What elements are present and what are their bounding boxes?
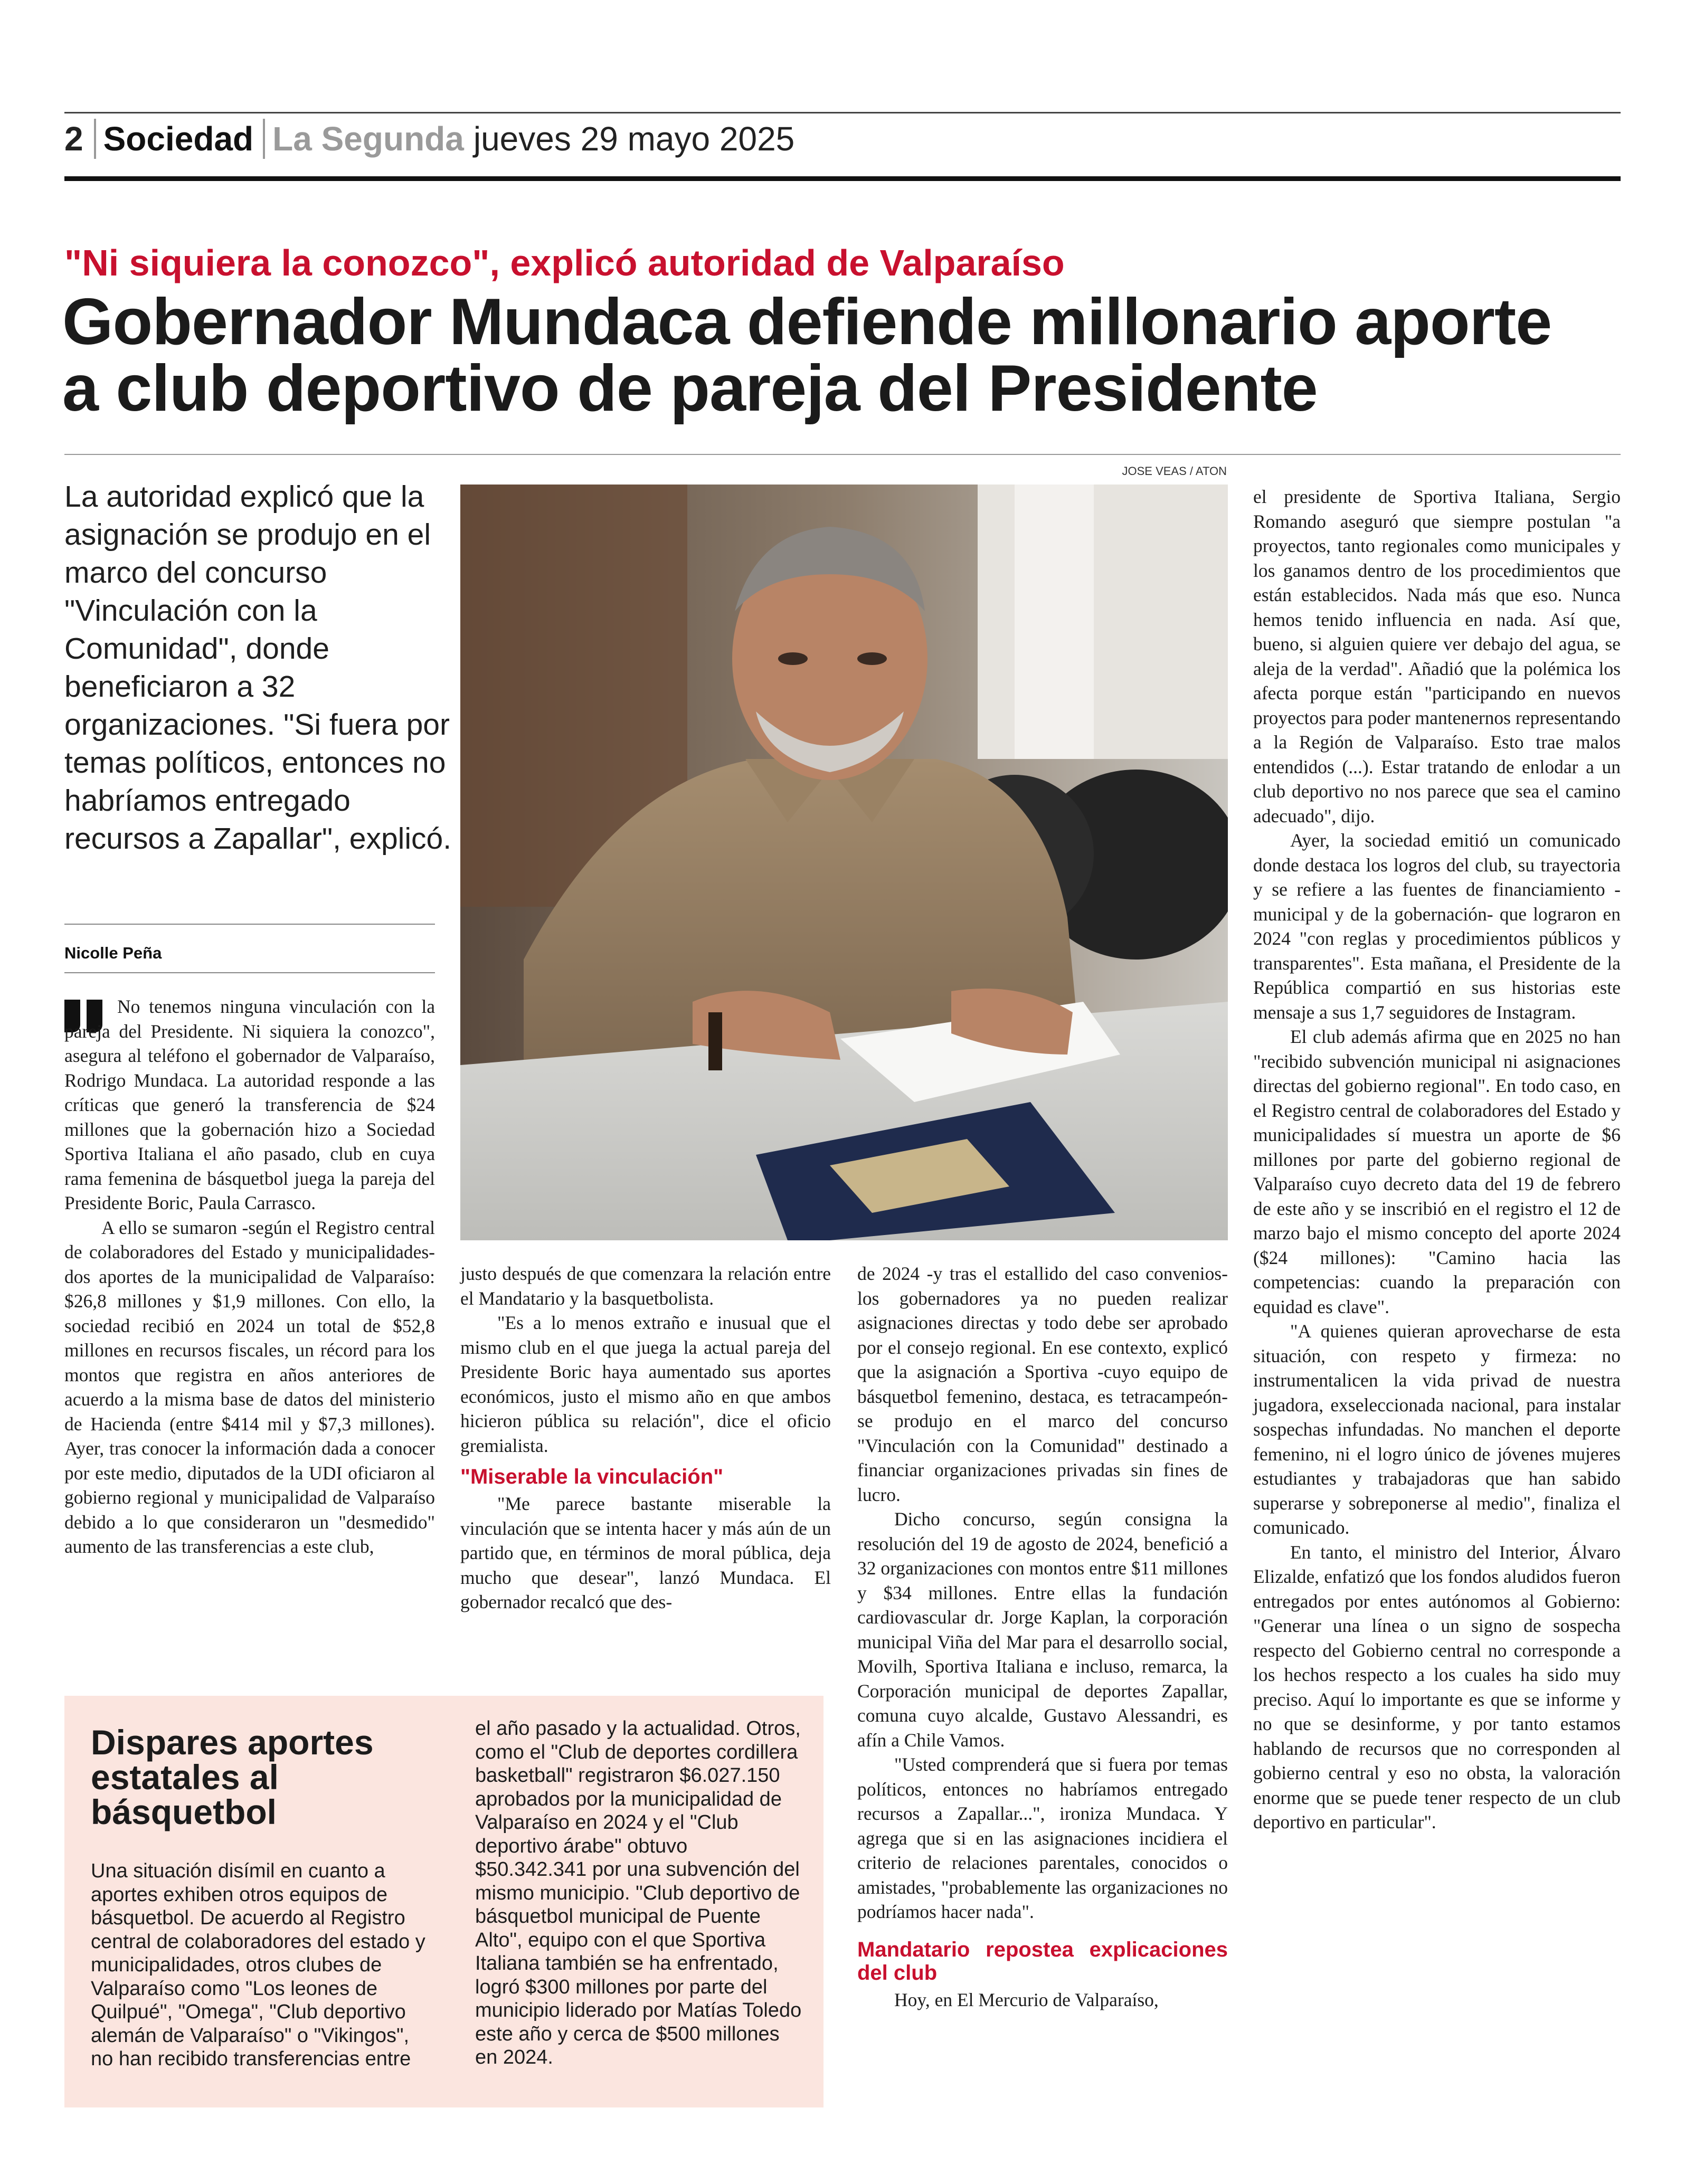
body-paragraph: "Me parece bastante miserable la vinculación que se intenta hacer y más aún de un partido que, en términos de moral pública, deja mucho que desear", lanzó Mundaca. El gobernador recalcó que des- — [460, 1493, 831, 1612]
masthead-divider — [263, 119, 265, 159]
body-paragraph: "Es a lo menos extraño e inusual que el mismo club en el que juega la actual pareja del Presidente Boric haya aumentado sus aportes económicos, justo el mismo año en que ambos hicieron pública su relación", dice el oficio gremialista. — [460, 1312, 831, 1456]
sidebar-text-col-1: Una situación disímil en cuanto a aportes exhiben otros equipos de básquetbol. De acuerdo al Registro central de colaboradores del estado y municipalidades, otros clubes de Valparaíso como "Los leones de Quilpué", "Omega", "Club deportivo alemán de Valparaíso" o "Vikingos", no han recibido transferencias entre — [91, 1860, 425, 2070]
article-photo — [460, 485, 1228, 1240]
body-column-3 — [857, 1261, 1228, 2012]
body-paragraph: En tanto, el ministro del Interior, Álvaro Elizalde, enfatizó que los fondos aludidos fueron entregados por entes autónomos al Gobierno: "Generar una línea o un signo de sospecha respecto del Gobierno central no corresponde a los hechos respecto a los cuales ha sido muy preciso. Aquí lo importante es que se informe y no que se desinforme, y por tanto estamos hablando de recursos que no corresponden al gobierno central y eso no obsta, la valoración enorme que se puede tener respecto de un club deportivo en particular". — [1253, 1541, 1621, 1832]
header-rule — [64, 176, 1621, 181]
body-paragraph: de 2024 -y tras el estallido del caso convenios- los gobernadores ya no pueden realizar asignaciones directas y todo debe ser aprobado por el consejo regional. En ese contexto, explicó que la asignación a Sportiva -cuyo equipo de básquetbol femenino, destaca, es tetracampeón- se produjo en el marco del concurso "Vinculación con la Comunidad" destinado a financiar organizaciones privadas sin fines de lucro. — [857, 1263, 1228, 1505]
byline-rule — [64, 972, 435, 973]
headline — [62, 286, 1625, 425]
kicker: "Ni siquiera la conozco", explicó autoridad de Valparaíso — [64, 242, 1065, 283]
deck: La autoridad explicó que la asignación se produjo en el marco del concurso "Vinculación con la Comunidad", donde beneficiaron a 32 organizaciones. "Si fuera por temas políticos, entonces no habríamos entregado recursos a Zapallar", explicó. — [64, 480, 452, 856]
section-name[interactable]: Sociedad — [103, 120, 254, 158]
sidebar-title: Dispares aportes estatales al básquetbol — [91, 1723, 374, 1831]
top-rule — [64, 112, 1621, 113]
issue-date: jueves 29 mayo 2025 — [473, 120, 795, 158]
body-column-1 — [64, 994, 435, 1559]
body-paragraph: El club además afirma que en 2025 no han "recibido subvención municipal ni asignaciones directas del gobierno regional". En todo caso, en el Registro central de colaboradores del Estado y municipalidades sí muestra un aporte de $6 millones por parte del gobierno regional de Valparaíso cuyo decreto data del 19 de febrero de este año y se inscribió en el registro el 12 de marzo bajo el mismo concepto del aporte 2024 ($24 millones): "Camino hacia las competencias: cuando la preparación con equidad es clave". — [1253, 1026, 1621, 1317]
masthead — [64, 115, 794, 163]
page-number: 2 — [64, 120, 83, 158]
headline-line-2: a club deportivo de pareja del Presidente — [62, 352, 1318, 425]
subheading: "Miserable la vinculación" — [460, 1465, 724, 1488]
deck-rule — [64, 924, 435, 925]
body-paragraph: Ayer, la sociedad emitió un comunicado donde destaca los logros del club, su trayectoria y se refiere a las fuentes de financiamiento -municipal y de la gobernación- que lograron en 2024 "con reglas y procedimientos públicos y transparentes". Esta mañana, el Presidente de la República compartió en sus historias este mensaje a sus 1,7 seguidores de Instagram. — [1253, 830, 1621, 1023]
body-column-4 — [1253, 485, 1621, 1835]
body-paragraph: No tenemos ninguna vinculación con la pareja del Presidente. Ni siquiera la conozco", asegura al teléfono el gobernador de Valparaíso, Rodrigo Mundaca. La autoridad responde a las críticas que generó la transferencia de $24 millones que la gobernación hizo a Sociedad Sportiva Italiana el año pasado, club en cuya rama femenina de básquetbol juega la pareja del Presidente Boric, Paula Carrasco. — [64, 996, 435, 1213]
body-paragraph: justo después de que comenzara la relación entre el Mandatario y la basquetbolista. — [460, 1263, 831, 1309]
body-paragraph: "Usted comprenderá que si fuera por temas políticos, entonces no habríamos entregado recursos a Zapallar...", ironiza Mundaca. Y agrega que si en las asignaciones incidiera el criterio de relaciones parentales, conocidos o amistades, "probablemente las organizaciones no podríamos hacer nada". — [857, 1754, 1228, 1922]
masthead-divider — [94, 119, 96, 159]
sidebar-box — [64, 1696, 823, 2107]
body-paragraph: A ello se sumaron -según el Registro central de colaboradores del Estado y municipalidades- dos aportes de la municipalidad de Valparaíso: $26,8 millones y $1,9 millones. Con ello, la sociedad recibió en 2024 un total de $52,8 millones en recursos fiscales, un récord para los montos que registra en años anteriores de acuerdo a la misma base de datos del ministerio de Hacienda (entre $414 mil y $7,3 millones). Ayer, tras conocer la información dada a conocer por este medio, diputados de la UDI oficiaron al gobierno regional y municipalidad de Valparaíso debido a lo que consideraron un "desmedido" aumento de las transferencias a este club, — [64, 1217, 435, 1557]
subheading: Mandatario repostea explicaciones del club — [857, 1938, 1228, 1984]
byline: Nicolle Peña — [64, 944, 162, 962]
body-paragraph: el presidente de Sportiva Italiana, Sergio Romando aseguró que siempre postulan "a proyectos, tanto regionales como municipales y los ganamos dentro de los procedimientos que están establecidos. Nada más que eso. Nunca hemos tenido influencia en nada. Así que, bueno, si alguien quiere ver debajo del agua, se aleja de la verdad". Añadió que la polémica los afecta porque están "participando en nuevos proyectos para poder mantenernos representando a la Región de Valparaíso. Esto trae malos entendidos (...). Estar tratando de enlodar a un club deportivo no nos parece que sea el camino adecuado", dijo. — [1253, 486, 1621, 827]
headline-line-1: Gobernador Mundaca defiende millonario aporte — [62, 286, 1552, 358]
body-paragraph: Hoy, en El Mercurio de Valparaíso, — [894, 1989, 1159, 2010]
body-column-2 — [460, 1261, 831, 1615]
photo-credit: JOSE VEAS / ATON — [1122, 464, 1227, 478]
body-paragraph: Dicho concurso, según consigna la resolución del 19 de agosto de 2024, benefició a 32 organizaciones con montos entre $11 millones y $34 millones. Entre ellas la fundación cardiovascular dr. Jorge Kaplan, la corporación municipal Viña del Mar para el desarrollo social, Movilh, Sportiva Italiana e incluso, remarca, la Corporación municipal de deportes Zapallar, comuna cuyo alcalde, Gustavo Alessandri, es afín a Chile Vamos. — [857, 1508, 1228, 1751]
sidebar-text-col-2: el año pasado y la actualidad. Otros, como el "Club de deportes cordillera basketball" registraron $6.027.150 aprobados por la municipalidad de Valparaíso en 2024 y el "Club deportivo árabe" obtuvo $50.342.341 por una subvención del mismo municipio. "Club deportivo de básquetbol municipal de Puente Alto", equipo con el que Sportiva Italiana también se ha enfrentado, logró $300 millones por parte del municipio liderado por Matías Toledo este año y cerca de $500 millones en 2024. — [475, 1717, 802, 2068]
body-paragraph: "A quienes quieran aprovecharse de esta situación, con respeto y firmeza: no instrumentalicen la vida privad de nuestra jugadora, exseleccionada nacional, para instalar sospechas infundadas. No manchen el deporte femenino, ni el logro único de jóvenes mujeres estudiantes y trabajadoras que han sabido superarse y sobreponerse al medio", finaliza el comunicado. — [1253, 1321, 1621, 1538]
paper-name: La Segunda — [272, 120, 464, 158]
headline-rule — [64, 454, 1621, 455]
portrait-illustration — [460, 485, 1228, 1240]
